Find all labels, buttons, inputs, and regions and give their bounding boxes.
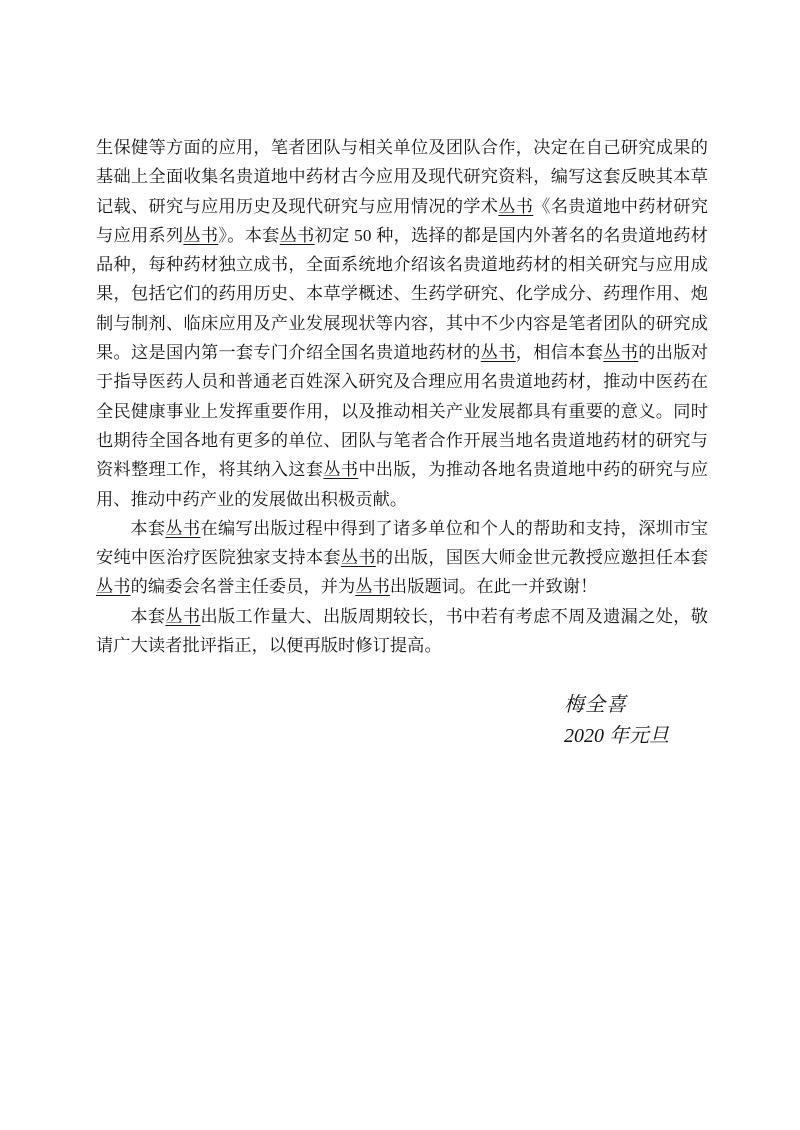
text-line: 品种，每种药材独立成书，全面系统地介绍该名贵道地药材的相关研究与应用成 <box>96 255 708 275</box>
series-title-underline: 丛书 <box>603 343 639 363</box>
series-title-underline: 丛书 <box>480 343 516 363</box>
signature-name: 梅全喜 <box>564 694 627 716</box>
signature-block <box>564 690 669 752</box>
series-title-underline: 丛书 <box>165 518 201 538</box>
series-title-underline: 丛书 <box>355 577 390 597</box>
text-line: 本套丛书在编写出版过程中得到了诸多单位和个人的帮助和支持，深圳市宝 <box>130 518 709 538</box>
text-line: 果，包括它们的药用历史、本草学概述、生药学研究、化学成分、药理作用、炮 <box>96 284 708 304</box>
text-line: 基础上全面收集名贵道地中药材古今应用及现代研究资料，编写这套反映其本草 <box>96 167 708 187</box>
series-title-underline: 丛书 <box>96 577 131 597</box>
text-line: 丛书的编委会名誉主任委员，并为丛书出版题词。在此一并致谢！ <box>96 577 598 597</box>
text-line: 果。这是国内第一套专门介绍全国名贵道地药材的丛书，相信本套丛书的出版对 <box>96 343 708 363</box>
text-line: 全民健康事业上发挥重要作用，以及推动相关产业发展都具有重要的意义。同时 <box>96 401 708 421</box>
text-line: 于指导医药人员和普通老百姓深入研究及合理应用名贵道地药材，推动中医药在 <box>96 372 708 392</box>
text-line: 也期待全国各地有更多的单位、团队与笔者合作开展当地名贵道地药材的研究与 <box>96 430 708 450</box>
text-line: 与应用系列丛书》。本套丛书初定 50 种，选择的都是国内外著名的名贵道地药材 <box>96 225 708 245</box>
series-title-underline: 丛书 <box>498 196 534 216</box>
series-title-underline: 丛书 <box>165 606 201 626</box>
text-line: 记载、研究与应用历史及现代研究与应用情况的学术丛书《名贵道地中药材研究 <box>96 196 708 216</box>
text-line: 用、推动中药产业的发展做出积极贡献。 <box>96 489 408 509</box>
signature-date: 2020 年元旦 <box>564 725 669 747</box>
series-title-underline: 丛书 <box>323 460 359 480</box>
series-title-underline: 丛书 <box>183 225 219 245</box>
text-line: 制与制剂、临床应用及产业发展现状等内容，其中不少内容是笔者团队的研究成 <box>96 313 708 333</box>
preface-body <box>96 133 708 660</box>
series-title-underline: 丛书 <box>279 225 315 245</box>
series-title-underline: 丛书 <box>340 548 376 568</box>
text-line: 生保健等方面的应用，笔者团队与相关单位及团队合作，决定在自己研究成果的 <box>96 138 708 157</box>
text-line: 资料整理工作，将其纳入这套丛书中出版，为推动各地名贵道地中药的研究与应 <box>96 460 708 480</box>
text-line: 安纯中医治疗医院独家支持本套丛书的出版，国医大师金世元教授应邀担任本套 <box>96 548 709 568</box>
text-line: 本套丛书出版工作量大、出版周期较长，书中若有考虑不周及遗漏之处，敬 <box>130 606 709 626</box>
text-line: 请广大读者批评指正，以便再版时修订提高。 <box>96 636 442 656</box>
